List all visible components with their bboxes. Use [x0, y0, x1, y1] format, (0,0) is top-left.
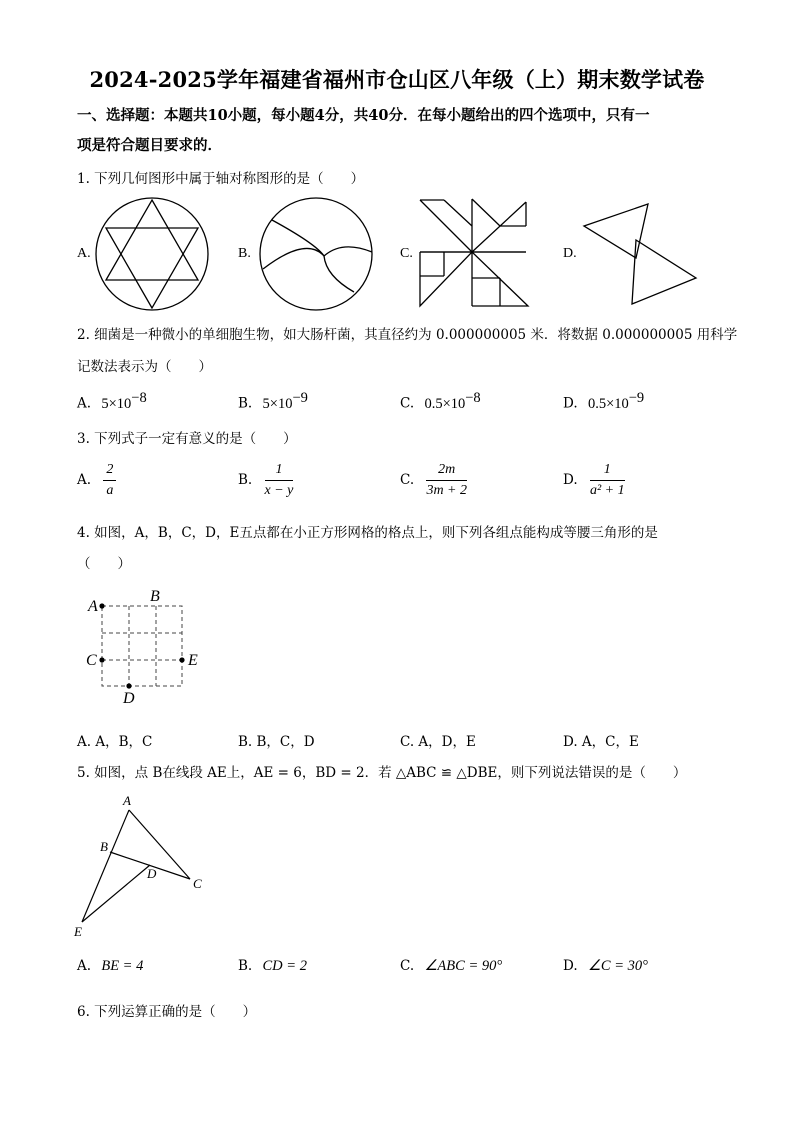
double-triangle-icon: [578, 200, 702, 308]
label-d: D: [147, 866, 157, 881]
denominator: a² + 1: [589, 483, 625, 498]
option-exponent: −9: [292, 390, 308, 406]
q4-option-d: D. A，C，E: [563, 734, 639, 750]
question-2-line1: 2. 细菌是一种微小的单细胞生物，如大肠杆菌，其直径约为 0.000000005 米．将数据 0.000000005 用科学: [77, 327, 738, 343]
option-exponent: −8: [465, 390, 481, 406]
question-2-line2: 记数法表示为（ ）: [77, 359, 212, 375]
point-e: [179, 657, 184, 662]
q4-option-b: B. B，C，D: [238, 734, 315, 750]
option-label: B.: [238, 958, 253, 974]
pinwheel-icon: [414, 196, 538, 312]
option-label: C.: [400, 472, 415, 488]
point-a: [99, 603, 104, 608]
hexagram-in-circle-icon: [92, 196, 216, 314]
fraction: [265, 462, 294, 499]
fraction: [103, 462, 116, 499]
question-6-stem: 6. 下列运算正确的是（ ）: [77, 1004, 257, 1020]
q1-option-c-label: C.: [400, 246, 413, 261]
q5-option-a: [77, 958, 143, 975]
numerator: 2: [103, 462, 116, 481]
option-expression: ∠ABC = 90°: [424, 958, 503, 974]
option-base: 5×10: [101, 395, 132, 412]
page-title: 2024-2025学年福建省福州市仓山区八年级（上）期末数学试卷: [89, 67, 705, 92]
point-d: [126, 683, 131, 688]
label-b: B: [150, 588, 160, 605]
option-exponent: −9: [628, 390, 645, 406]
option-label: A.: [77, 395, 92, 412]
question-1-stem: 1. 下列几何图形中属于轴对称图形的是（ ）: [77, 171, 365, 187]
q3-option-d: [563, 462, 625, 499]
question-3-stem: 3. 下列式子一定有意义的是（ ）: [77, 431, 297, 447]
option-base: 5×10: [262, 395, 293, 412]
q3-option-a: [77, 462, 116, 499]
q2-option-a: [77, 390, 147, 413]
option-expression: ∠C = 30°: [587, 958, 648, 974]
label-a: A: [88, 598, 98, 615]
q2-option-d: [563, 390, 644, 413]
q1-option-b-label: B.: [238, 246, 251, 261]
label-e: E: [188, 652, 198, 669]
option-label: A.: [77, 472, 92, 488]
q1-option-d-label: D.: [563, 246, 577, 261]
option-base: 0.5×10: [424, 395, 466, 412]
option-expression: CD = 2: [262, 958, 307, 974]
point-c: [99, 657, 104, 662]
q5-option-b: [238, 958, 307, 975]
option-exponent: −8: [131, 390, 147, 406]
option-base: 0.5×10: [587, 395, 629, 412]
numerator: 2m: [426, 462, 467, 481]
denominator: a: [106, 483, 114, 498]
denominator: 3m + 2: [426, 483, 467, 498]
q2-option-b: [238, 390, 308, 413]
option-label: D.: [563, 395, 578, 412]
fraction: [590, 462, 625, 499]
option-label: A.: [77, 958, 92, 974]
section-header-line1: 一、选择题：本题共10小题，每小题4分，共40分．在每小题给出的四个选项中，只有一: [77, 107, 650, 124]
q2-option-c: [400, 390, 481, 413]
label-a: A: [123, 793, 131, 808]
q5-option-d: [563, 958, 648, 975]
option-label: B.: [238, 472, 253, 488]
section-header-line2: 项是符合题目要求的．: [77, 137, 222, 154]
question-5-stem: 5. 如图，点 B在线段 AE上，AE = 6，BD = 2．若 △ABC ≌ △DBE，则下列说法错误的是（ ）: [77, 765, 687, 781]
label-c: C: [193, 876, 202, 891]
label-b: B: [100, 839, 108, 854]
curved-circle-icon: [254, 196, 378, 314]
option-expression: BE = 4: [101, 958, 144, 974]
fraction: [426, 462, 467, 499]
triangle-figure: [72, 790, 212, 942]
option-label: B.: [238, 395, 253, 412]
q4-option-c: C. A，D，E: [400, 734, 476, 750]
q3-option-c: [400, 462, 467, 499]
option-label: D.: [563, 958, 578, 974]
grid-figure: [80, 584, 210, 710]
option-label: C.: [400, 395, 415, 412]
q1-option-a-label: A.: [77, 246, 91, 261]
q4-option-a: A. A，B，C: [77, 734, 153, 750]
label-c: C: [86, 652, 97, 669]
q3-option-b: [238, 462, 293, 499]
denominator: x − y: [264, 483, 294, 498]
q5-option-c: [400, 958, 502, 975]
option-label: C.: [400, 958, 415, 974]
label-e: E: [74, 924, 82, 939]
question-4-line1: 4. 如图，A，B，C，D，E五点都在小正方形网格的格点上，则下列各组点能构成等腰三角形的是: [77, 525, 658, 541]
numerator: 1: [265, 462, 294, 481]
label-d: D: [123, 690, 135, 707]
question-4-line2: （ ）: [77, 556, 131, 572]
numerator: 1: [590, 462, 625, 481]
option-label: D.: [563, 472, 578, 488]
